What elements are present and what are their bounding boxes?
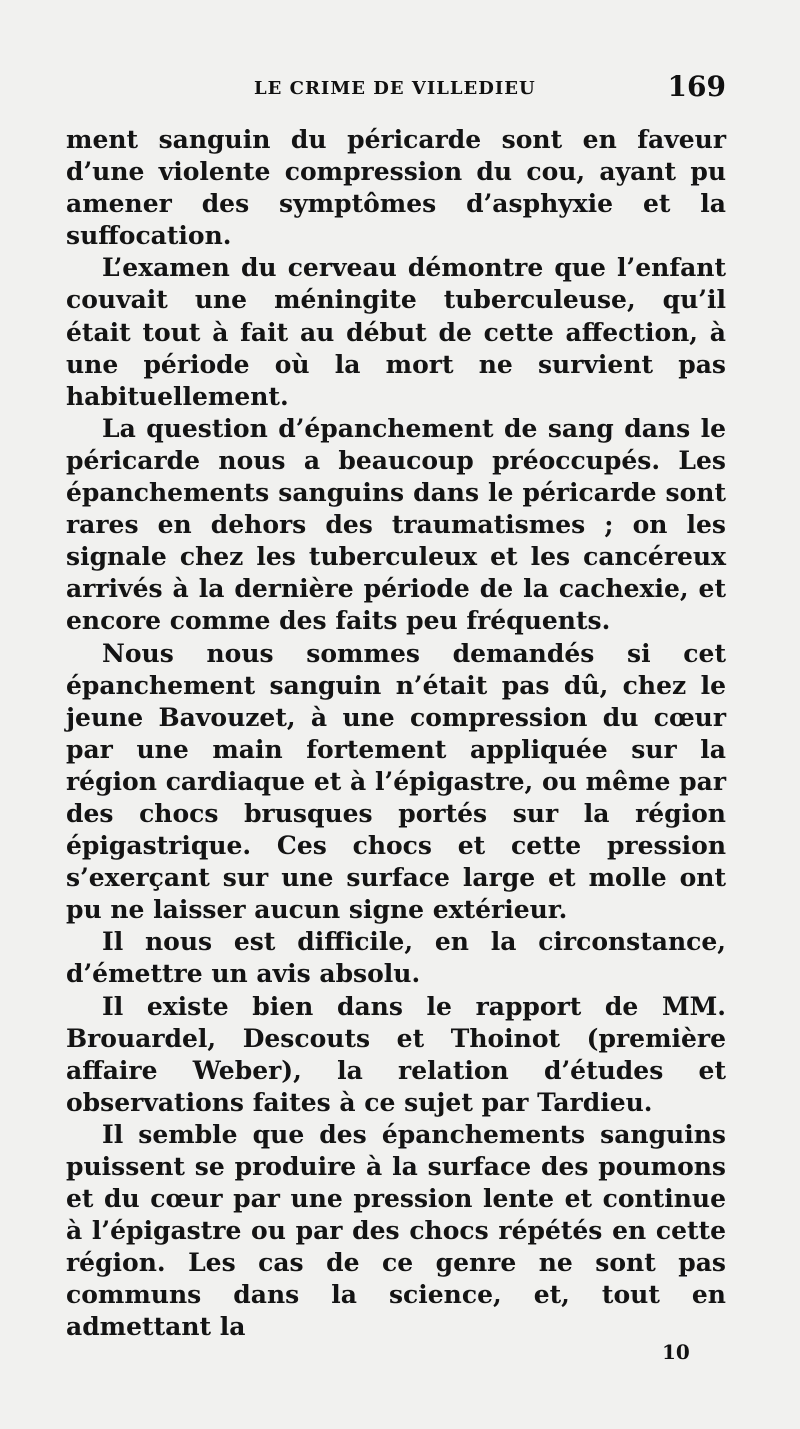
paragraph: La question d’épanchement de sang dans le péricarde nous a beaucoup préoccupés. Les épanchements sanguins dans le péricarde sont rares en dehors des traumatismes ; on les signale chez les tuberculeux et les cancéreux arrivés à la dernière période de la cachexie, et encore comme des faits peu fréquents. <box>66 413 726 636</box>
paragraph: Il semble que des épanchements sanguins puissent se produire à la surface des poumons et du cœur par une pression lente et continue à l’épigastre ou par des chocs répétés en cette région. Les cas de ce genre ne sont pas communs dans la science, et, tout en admettant la <box>66 1119 726 1342</box>
body-text <box>66 124 726 1344</box>
paragraph: Nous nous sommes demandés si cet épanchement sanguin n’était pas dû, chez le jeune Bavouzet, à une compression du cœur par une main fortement appliquée sur la région cardiaque et à l’épigastre, ou même par des chocs brusques portés sur la région épigastrique. Ces chocs et cette pression s’exerçant sur une surface large et molle ont pu ne laisser aucun signe extérieur. <box>66 638 726 925</box>
page-number: 169 <box>667 70 726 103</box>
running-title: LE CRIME DE VILLEDIEU <box>254 78 536 99</box>
paragraph: Il existe bien dans le rapport de MM. Brouardel, Descouts et Thoinot (première affaire Weber), la relation d’études et observations faites à ce sujet par Tardieu. <box>66 991 726 1117</box>
running-head <box>66 66 726 106</box>
signature-mark: 10 <box>662 1340 690 1364</box>
paragraph: L’examen du cerveau démontre que l’enfant couvait une méningite tuberculeuse, qu’il était tout à fait au début de cette affection, à une période où la mort ne survient pas habituellement. <box>66 253 726 411</box>
paragraph: ment sanguin du péricarde sont en faveur d’une violente compression du cou, ayant pu amener des symptômes d’asphyxie et la suffocation. <box>66 125 726 251</box>
paragraph: Il nous est difficile, en la circonstance, d’émettre un avis absolu. <box>66 927 726 989</box>
